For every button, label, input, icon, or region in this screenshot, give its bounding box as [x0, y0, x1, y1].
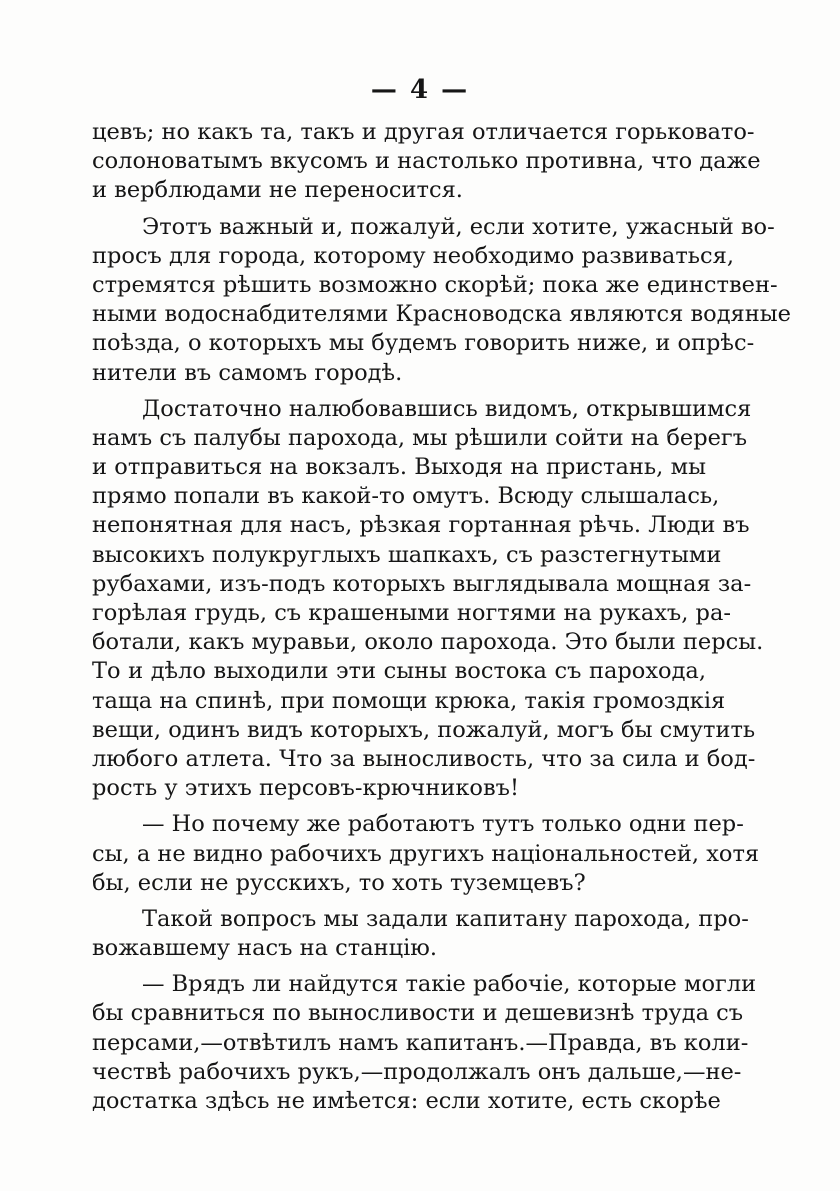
text-line: рубахами, изъ-подъ которыхъ выглядывала мощная за-: [92, 570, 752, 597]
text-line: рость у этихъ персовъ-крючниковъ!: [92, 775, 519, 802]
paragraph: [92, 970, 757, 1116]
text-line: непонятная для насъ, рѣзкая гортанная рѣчь. Люди въ: [92, 512, 750, 539]
paragraph: [92, 395, 764, 804]
text-line: Этотъ важный и, пожалуй, если хотите, ужасный во-: [142, 213, 775, 240]
text-line: горѣлая грудь, съ крашеными ногтями на рукахъ, ра-: [92, 600, 731, 626]
page-number: — 4 —: [370, 75, 470, 105]
text-line: и отправиться на вокзалъ. Выходя на пристань, мы: [92, 454, 706, 481]
text-line: То и дѣло выходили эти сыны востока съ парохода,: [92, 658, 706, 685]
text-line: — Но почему же работаютъ тутъ только одни пер-: [142, 811, 744, 838]
text-line: сы, а не видно рабочихъ другихъ національностей, хотя: [92, 840, 760, 867]
text-line: высокихъ полукруглыхъ шапкахъ, съ разстегнутыми: [92, 541, 722, 568]
text-line: цевъ; но какъ та, такъ и другая отличается горьковато-: [92, 119, 755, 145]
text-line: ботали, какъ муравьи, около парохода. Это были персы.: [92, 629, 764, 656]
text-line: и верблюдами не переносится.: [92, 177, 463, 204]
text-line: стремятся рѣшить возможно скорѣй; пока же единствен-: [92, 271, 778, 298]
text-line: прямо попали въ какой-то омутъ. Всюду слышалась,: [92, 483, 720, 510]
paragraph: [92, 213, 791, 388]
body-text: [92, 118, 791, 1123]
text-line: достатка здѣсь не имѣется: если хотите, есть скорѣе: [92, 1088, 721, 1114]
text-line: просъ для города, которому необходимо развиваться,: [92, 242, 734, 269]
text-line: нители въ самомъ городѣ.: [92, 359, 403, 386]
text-line: ными водоснабдителями Красноводска являются водяные: [92, 301, 791, 328]
text-line: вожавшему насъ на станцію.: [92, 935, 438, 962]
text-line: вещи, одинъ видъ которыхъ, пожалуй, могъ бы смутить: [92, 716, 756, 743]
text-line: — Врядъ ли найдутся такіе рабочіе, которые могли: [142, 971, 757, 998]
text-line: Достаточно налюбовавшись видомъ, открывшимся: [142, 395, 752, 422]
paragraph: [92, 118, 761, 206]
text-line: Такой вопросъ мы задали капитану парохода, про-: [142, 905, 749, 932]
text-line: чествѣ рабочихъ рукъ,—продолжалъ онъ дальше,—не-: [92, 1058, 742, 1085]
text-line: поѣзда, о которыхъ мы будемъ говорить ниже, и опрѣс-: [92, 330, 755, 357]
text-line: бы, если не русскихъ, то хоть туземцевъ?: [92, 869, 586, 896]
text-line: бы сравниться по выносливости и дешевизнѣ труда съ: [92, 1000, 744, 1027]
text-line: персами,—отвѣтилъ намъ капитанъ.—Правда, въ коли-: [92, 1029, 749, 1056]
text-line: таща на спинѣ, при помощи крюка, такія громоздкія: [92, 687, 726, 714]
text-line: намъ съ палубы парохода, мы рѣшили сойти на берегъ: [92, 424, 748, 451]
paragraph: [92, 905, 749, 963]
text-line: солоноватымъ вкусомъ и настолько противна, что даже: [92, 148, 761, 175]
paragraph: [92, 810, 760, 898]
text-line: любого атлета. Что за выносливость, что за сила и бод-: [92, 745, 756, 772]
